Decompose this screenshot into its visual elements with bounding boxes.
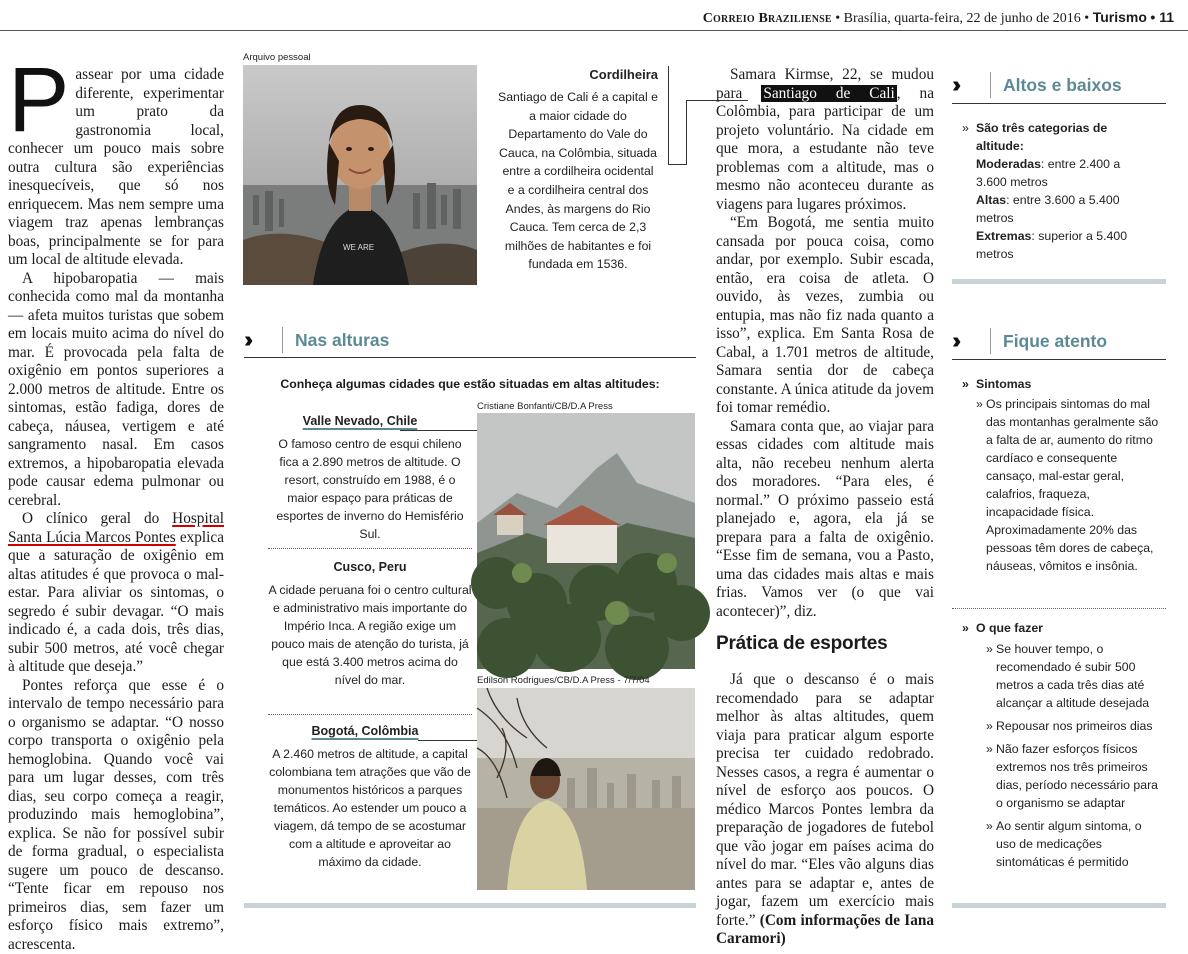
newspaper-name: Correio Braziliense bbox=[703, 11, 832, 26]
page-header bbox=[703, 9, 1174, 27]
cordilheira-box bbox=[498, 66, 658, 274]
section-rule bbox=[952, 359, 1166, 360]
altos-baixos-title: Altos e baixos bbox=[990, 72, 1122, 98]
connector-vertical bbox=[668, 66, 669, 164]
city-valle-nevado bbox=[268, 412, 472, 543]
altos-baixos-header bbox=[952, 71, 1122, 98]
nas-alturas-header bbox=[244, 326, 389, 353]
altos-item: Extremas: superior a 5.400 metros bbox=[976, 227, 1142, 263]
paragraph-5: Samara Kirmse, 22, se mudou para Santiago de Cali , na Colômbia, para participar de um projeto voluntário. Na cidade em que mora, a estudante não teve problemas com a altitude, mas o mesmo não aconteceu durante as viagens para lugares próximos. bbox=[716, 66, 934, 214]
fazer-item: » Se houver tempo, o recomendado é subir 500 metros a cada três dias até alcançar a altitude desejada bbox=[962, 640, 1162, 712]
city-cusco bbox=[268, 558, 472, 689]
paragraph-4: Pontes reforça que esse é o intervalo de tempo necessário para o organismo se adaptar. “O nosso corpo transporta o oxigênio pela hemoglobina. Quando você vai para um lugar desses, com três dias, seu corpo começa a reagir, produzindo mais hemoglobina”, explica. Se não for possível subir de forma gradual, o especialista sugere um pouco de descanso. “Tente ficar em repouso nos primeiros dias, sem fazer um esforço físico mais extremo”, acrescenta. bbox=[8, 677, 224, 954]
paragraph-7: Samara conta que, ao viajar para essas cidades com altitude mais alta, não recebeu nenhum alerta dos moradores. “Para eles, é normal.” O próximo passeio está planejado e, agora, ela já se prepara para a falta de oxigênio. “Esse fim de semana, vou a Pasto, uma das cidades mais altas e mais frias. Vamos ver (o que vai acontecer)”, diz. bbox=[716, 418, 934, 622]
paragraph-6: “Em Bogotá, me sentia muito cansada por pouca coisa, como andar, por exemplo. Subir escada, então, era coisa de atleta. O ouvido, às vezes, zumbia ou entupia, mas não fiz nada quanto a isso”, explica. Em Santa Rosa de Cabal, a 1.701 metros de altitude, Samara sentia dor de cabeça constante. A única atitude da jovem foi tomar remédio. bbox=[716, 214, 934, 418]
nas-alturas-title: Nas alturas bbox=[282, 327, 389, 353]
altos-lead: » São três categorias de altitude: bbox=[976, 119, 1142, 155]
section-rule bbox=[244, 357, 696, 358]
city-text: A 2.460 metros de altitude, a capital colombiana tem atrações que vão de monumentos históricos a parques temáticos. Ao estender um pouco a viagem, dá tempo de se acostumar com a altitude e aproveitar ao máximo da cidade. bbox=[268, 745, 472, 871]
fazer-item: » Ao sentir algum sintoma, o uso de medicações sintomáticas é permitido bbox=[962, 817, 1162, 871]
header-rule bbox=[0, 30, 1188, 31]
cordilheira-text: Santiago de Cali é a capital e a maior cidade do Departamento do Vale do Cauca, na Colômbia, situada entre a cordilheira ocidental e a cordilheira central dos Andes, às margens do Rio Cauca. Tem cerca de 2,3 milhões de habitantes e foi fundada em 1536. bbox=[498, 88, 658, 274]
connector-vertical-2 bbox=[686, 100, 687, 165]
valle-nevado-photo bbox=[477, 413, 695, 669]
photo-credit: Cristiane Bonfanti/CB/D.A Press bbox=[477, 401, 613, 412]
fazer-item: » Não fazer esforços físicos extremos nos três primeiros dias, período necessário para o organismo se adaptar bbox=[962, 740, 1162, 812]
altos-item: Altas: entre 3.600 a 5.400 metros bbox=[976, 191, 1142, 227]
page-number: • 11 bbox=[1150, 9, 1174, 25]
double-chevron-icon: ›› bbox=[952, 71, 982, 98]
city-name: Valle Nevado, Chile bbox=[303, 412, 418, 430]
nas-alturas-intro: Conheça algumas cidades que estão situadas em altas altitudes: bbox=[244, 377, 696, 391]
city-text: A cidade peruana foi o centro cultural e administrativo mais importante do Império Inca. A região exige um pouco mais de atenção do turista, já que está 3.400 metros acima do nível do mar. bbox=[268, 581, 472, 689]
highlighted-city[interactable]: Santiago de Cali bbox=[761, 85, 896, 102]
portrait-photo bbox=[243, 65, 477, 285]
connector-line bbox=[418, 740, 478, 741]
hospital-name-link[interactable]: Hospital Santa Lúcia Marcos Pontes bbox=[8, 510, 224, 546]
dotted-divider bbox=[268, 714, 472, 715]
shirt-print: WE ARE bbox=[343, 243, 374, 252]
box-bottom-bar bbox=[952, 903, 1166, 908]
photo-credit: Arquivo pessoal bbox=[243, 52, 311, 63]
paragraph-2: A hipobaropatia — mais conhecida como mal da montanha — afeta muitos turistas que sobem em locais muito acima do nível do mar. É provocada pela falta de oxigênio em pontos superiores a 2.000 metros de altitude. Entre os sintomas, estão fadiga, dores de cabeça, náusea, vertigem e até sangramento nasal. Em casos extremos, a hipobaropatia elevada pode causar edema pulmonar ou cerebral. bbox=[8, 270, 224, 511]
section-name: Turismo bbox=[1093, 9, 1147, 25]
section-rule bbox=[952, 103, 1166, 104]
box-bottom-bar bbox=[952, 279, 1166, 284]
fazer-head: » O que fazer bbox=[962, 619, 1162, 637]
connector-horizontal bbox=[668, 164, 686, 165]
dotted-divider bbox=[268, 548, 472, 549]
double-chevron-icon: ›› bbox=[952, 327, 982, 354]
fique-atento-header bbox=[952, 327, 1107, 354]
fique-atento-title: Fique atento bbox=[990, 328, 1107, 354]
article-credit: (Com informações de Iana Caramori) bbox=[716, 912, 934, 948]
paragraph-8: Já que o descanso é o mais recomendado para se adaptar melhor às altas altitudes, quem viaja para praticar algum esporte precisa ter cuidado redobrado. Nesses casos, a regra é aumentar o nível de esforço aos poucos. O médico Marcos Pontes lembra da preparação de jogadores de futebol que vão jogar em países acima do nível do mar. “Eles vão alguns dias antes para se adaptar e, antes de jogar, fazem um exercício mais forte.” (Com informações de Iana Caramori) bbox=[716, 671, 934, 949]
connector-line bbox=[400, 430, 478, 431]
dotted-divider bbox=[952, 608, 1166, 609]
sintomas-text: » Os principais sintomas do mal das montanhas geralmente são a falta de ar, aumento do ritmo cardíaco e consequente cansaço, mal-estar geral, calafrios, fraqueza, incapacidade física. Aproximadamente 20% das pessoas têm dores de cabeça, náuseas, vômitos e insônia. bbox=[962, 395, 1162, 575]
box-bottom-bar bbox=[244, 903, 696, 908]
sintomas-head: » Sintomas bbox=[962, 375, 1162, 393]
city-bogota bbox=[268, 722, 472, 871]
altos-list bbox=[962, 119, 1142, 263]
article-column-3 bbox=[716, 66, 934, 949]
dateline: • Brasília, quarta-feira, 22 de junho de 2016 • bbox=[835, 11, 1089, 26]
city-name: Bogotá, Colômbia bbox=[312, 722, 419, 740]
altos-item: Moderadas: entre 2.400 a 3.600 metros bbox=[976, 155, 1142, 191]
article-column-1 bbox=[8, 66, 224, 954]
paragraph-3: O clínico geral do Hospital Santa Lúcia Marcos Pontes explica que a saturação de oxigênio em altas atitudes é que provoca o mal-estar. Para aliviar os sintomas, o segredo é subir devagar. “O mais indicado é, a cada dois, três dias, subir 500 metros, até você chegar à altitude que deseja.” bbox=[8, 510, 224, 677]
city-text: O famoso centro de esqui chileno fica a 2.890 metros de altitude. O resort, construído em 1988, é o maior espaço para práticas de esportes de inverno do Hemisfério Sul. bbox=[268, 435, 472, 543]
fazer-item: » Repousar nos primeiros dias bbox=[962, 717, 1162, 735]
photo-credit: Edilson Rodrigues/CB/D.A Press - 7/7/04 bbox=[477, 675, 650, 686]
bogota-photo bbox=[477, 688, 695, 890]
o-que-fazer-block bbox=[962, 619, 1162, 871]
city-name: Cusco, Peru bbox=[268, 558, 472, 576]
double-chevron-icon: ›› bbox=[244, 326, 274, 353]
drop-cap: P bbox=[8, 64, 69, 136]
cordilheira-title: Cordilheira bbox=[498, 66, 658, 84]
paragraph-1: Passear por uma cidade diferente, experimentar um prato da gastronomia local, conhecer um pouco mais sobre outra cultura são experiências inesquecíveis, que só nos enriquecem. Mas nem sempre uma viagem traz apenas lembranças boas, principalmente se for para um local de altitude elevada. bbox=[8, 66, 224, 270]
sintomas-block bbox=[962, 375, 1162, 575]
subhead-esportes: Prática de esportes bbox=[716, 633, 934, 655]
